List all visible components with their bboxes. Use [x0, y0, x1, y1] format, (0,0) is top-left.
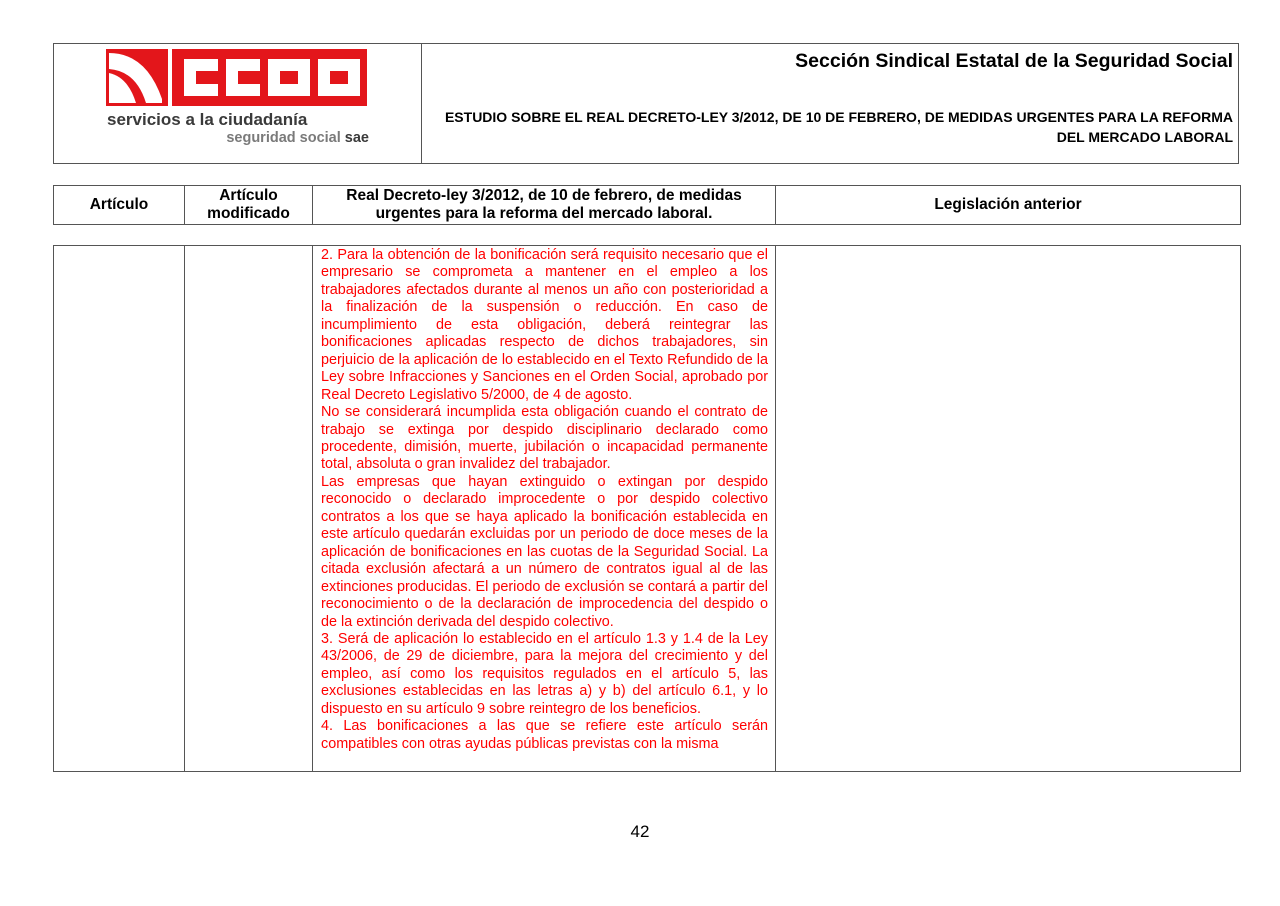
logo-cell: [54, 44, 422, 163]
cell-articulo-modificado: [185, 246, 313, 772]
column-header-articulo-modificado: Artículo modificado: [185, 186, 313, 225]
logo-subtagline: [226, 130, 369, 146]
cell-real-decreto-text: [313, 246, 776, 772]
paragraph: 3. Será de aplicación lo establecido en el artículo 1.3 y 1.4 de la Ley 43/2006, de 29 de diciembre, para la mejora del crecimiento y del empleo, así como los requisitos regulados en el artículo 5, las exclusiones establecidas en las letras a) y b) del artículo 6.1, y lo dispuesto en su artículo 9 sobre reintegro de los beneficios.: [321, 630, 768, 717]
decree-text: [321, 247, 768, 771]
logo-subtagline-sae: sae: [344, 130, 369, 146]
paragraph: 4. Las bonificaciones a las que se refiere este artículo serán compatibles con otras ayudas públicas previstas con la misma: [321, 718, 768, 752]
column-header-table: [53, 185, 1241, 225]
document-subtitle: ESTUDIO SOBRE EL REAL DECRETO-LEY 3/2012, DE 10 DE FEBRERO, DE MEDIDAS URGENTES PARA LA REFORMA DEL MERCADO LABORAL: [444, 109, 1233, 145]
document-header: [53, 43, 1239, 164]
document-title: Sección Sindical Estatal de la Seguridad Social: [795, 50, 1233, 72]
logo-tagline: servicios a la ciudadanía: [107, 110, 308, 129]
column-header-real-decreto: Real Decreto-ley 3/2012, de 10 de febrero, de medidas urgentes para la reforma del mercado laboral.: [313, 186, 776, 225]
page-number: 42: [630, 822, 650, 841]
paragraph: 2. Para la obtención de la bonificación será requisito necesario que el empresario se comprometa a mantener en el empleo a los trabajadores afectados durante al menos un año con posterioridad a la finalización de la suspensión o reducción. En caso de incumplimiento de esta obligación, deberá reintegrar las bonificaciones aplicadas respecto de dichos trabajadores, sin perjuicio de la aplicación de lo establecido en el Texto Refundido de la Ley sobre Infracciones y Sanciones en el Orden Social, aprobado por Real Decreto Legislativo 5/2000, de 4 de agosto.: [321, 247, 768, 403]
content-table: [53, 245, 1241, 772]
column-header-articulo: Artículo: [54, 186, 185, 225]
paragraph: No se considerará incumplida esta obligación cuando el contrato de trabajo se extinga por despido disciplinario declarado como procedente, dimisión, muerte, jubilación o incapacidad permanente total, absoluta o gran invalidez del trabajador.: [321, 404, 768, 473]
cell-articulo: [54, 246, 185, 772]
paragraph: Las empresas que hayan extinguido o extingan por despido reconocido o declarado improcedente o por despido colectivo contratos a los que se haya aplicado la bonificación establecida en este artículo quedarán excluidas por un periodo de doce meses de la aplicación de bonificaciones en las cuotas de la Seguridad Social. La citada exclusión afectará a un número de contratos igual al de las extinciones producidas. El periodo de exclusión se contará a partir del reconocimiento o de la declaración de improcedencia del despido o de la extinción derivada del despido colectivo.: [321, 473, 768, 630]
column-header-legislacion-anterior: Legislación anterior: [776, 186, 1241, 225]
ccoo-logo: [106, 49, 368, 107]
cell-legislacion-anterior: [776, 246, 1241, 772]
title-cell: [422, 44, 1238, 163]
logo-subtagline-main: seguridad social: [226, 130, 341, 146]
